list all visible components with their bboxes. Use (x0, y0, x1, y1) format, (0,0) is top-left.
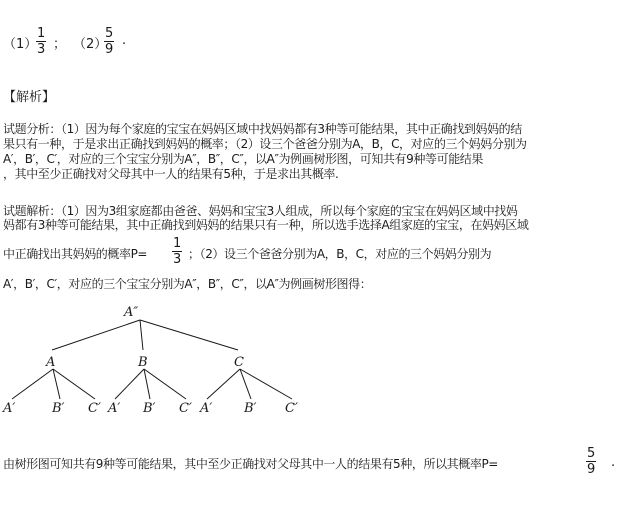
tree-node-level2: B′ (52, 401, 65, 416)
tree-edge (240, 369, 292, 399)
answer-part1-denominator: 3 (37, 42, 46, 57)
tree-edge (207, 369, 240, 399)
conclusion-text: 由树形图可知共有9种等可能结果，其中至少正确找对父母其中一人的结果有5种，所以其概率P= (3, 457, 498, 471)
tree-node-level2: B′ (244, 401, 257, 416)
tree-node-level2: A′ (108, 401, 121, 416)
tree-edge (144, 369, 186, 399)
answer-part1-label: （1） (3, 37, 38, 52)
tree-edge (115, 369, 144, 399)
answer-part2-numerator: 5 (105, 26, 114, 41)
tree-root-node: A″ (124, 305, 139, 320)
analysis-line: 试题分析：（1）因为每个家庭的宝宝在妈妈区域中找妈妈都有3种等可能结果，其中正确找到妈妈的结 (3, 122, 522, 136)
conclusion-fraction-denominator: 9 (587, 462, 596, 477)
solution-fraction-denominator: 3 (173, 252, 182, 267)
analysis-line: ，其中至少正确找对父母其中一人的结果有5种，于是求出其概率. (3, 167, 339, 181)
analysis-heading: 【解析】 (3, 90, 56, 105)
tree-node-level2: C′ (179, 401, 192, 416)
conclusion-end-period: . (611, 455, 616, 470)
tree-node-level2: A′ (3, 401, 16, 416)
answer-part1-numerator: 1 (37, 26, 46, 41)
tree-node-level2: C′ (285, 401, 298, 416)
tree-node-level1: B (138, 355, 148, 370)
solution-line3-suffix: ；（2）设三个爸爸分别为A，B，C，对应的三个妈妈分别为 (188, 247, 492, 261)
tree-node-level1: C (234, 355, 244, 370)
answer-part1-fraction (36, 26, 46, 57)
tree-edge (144, 369, 150, 399)
solution-probability-fraction (172, 236, 182, 267)
tree-diagram (0, 300, 630, 425)
answer-part2-label: （2） (73, 37, 108, 52)
tree-edge (140, 320, 238, 350)
solution-line3-prefix: 中正确找出其妈妈的概率P= (3, 247, 148, 261)
solution-block (3, 204, 528, 232)
conclusion-probability-fraction (586, 446, 596, 477)
tree-node-level2: B′ (143, 401, 156, 416)
analysis-line: 果只有一种，于是求出正确找到妈妈的概率；（2）设三个爸爸分别为A，B，C，对应的三个妈妈分别为 (3, 137, 527, 151)
answer-separator: ； (53, 37, 67, 52)
tree-edge (140, 320, 143, 350)
analysis-line: A′，B′，C′，对应的三个宝宝分别为A″，B″，C″，以A″为例画树形图，可知共有9种等可能结果 (3, 152, 483, 166)
tree-edge (12, 369, 53, 399)
tree-edge (240, 369, 251, 399)
tree-node-level2: C′ (88, 401, 101, 416)
solution-line1: 试题解析：（1）因为3组家庭都由爸爸、妈妈和宝宝3人组成，所以每个家庭的宝宝在妈妈区域中找妈 (3, 204, 518, 218)
answer-part2-fraction (104, 26, 114, 57)
solution-line2: 妈都有3种等可能结果，其中正确找到妈妈的结果只有一种，所以选手选择A组家庭的宝宝，在妈妈区域 (3, 218, 529, 232)
analysis-block (3, 122, 527, 182)
answer-end-period: . (122, 33, 127, 48)
solution-line4: A′，B′，C′，对应的三个宝宝分别为A″，B″，C″，以A″为例画树形图得： (3, 277, 372, 291)
tree-node-level2: A′ (200, 401, 213, 416)
tree-node-level1: A (46, 355, 56, 370)
answer-part2-denominator: 9 (105, 42, 114, 57)
tree-edge (52, 320, 140, 350)
conclusion-fraction-numerator: 5 (587, 446, 596, 461)
solution-fraction-numerator: 1 (173, 236, 182, 251)
